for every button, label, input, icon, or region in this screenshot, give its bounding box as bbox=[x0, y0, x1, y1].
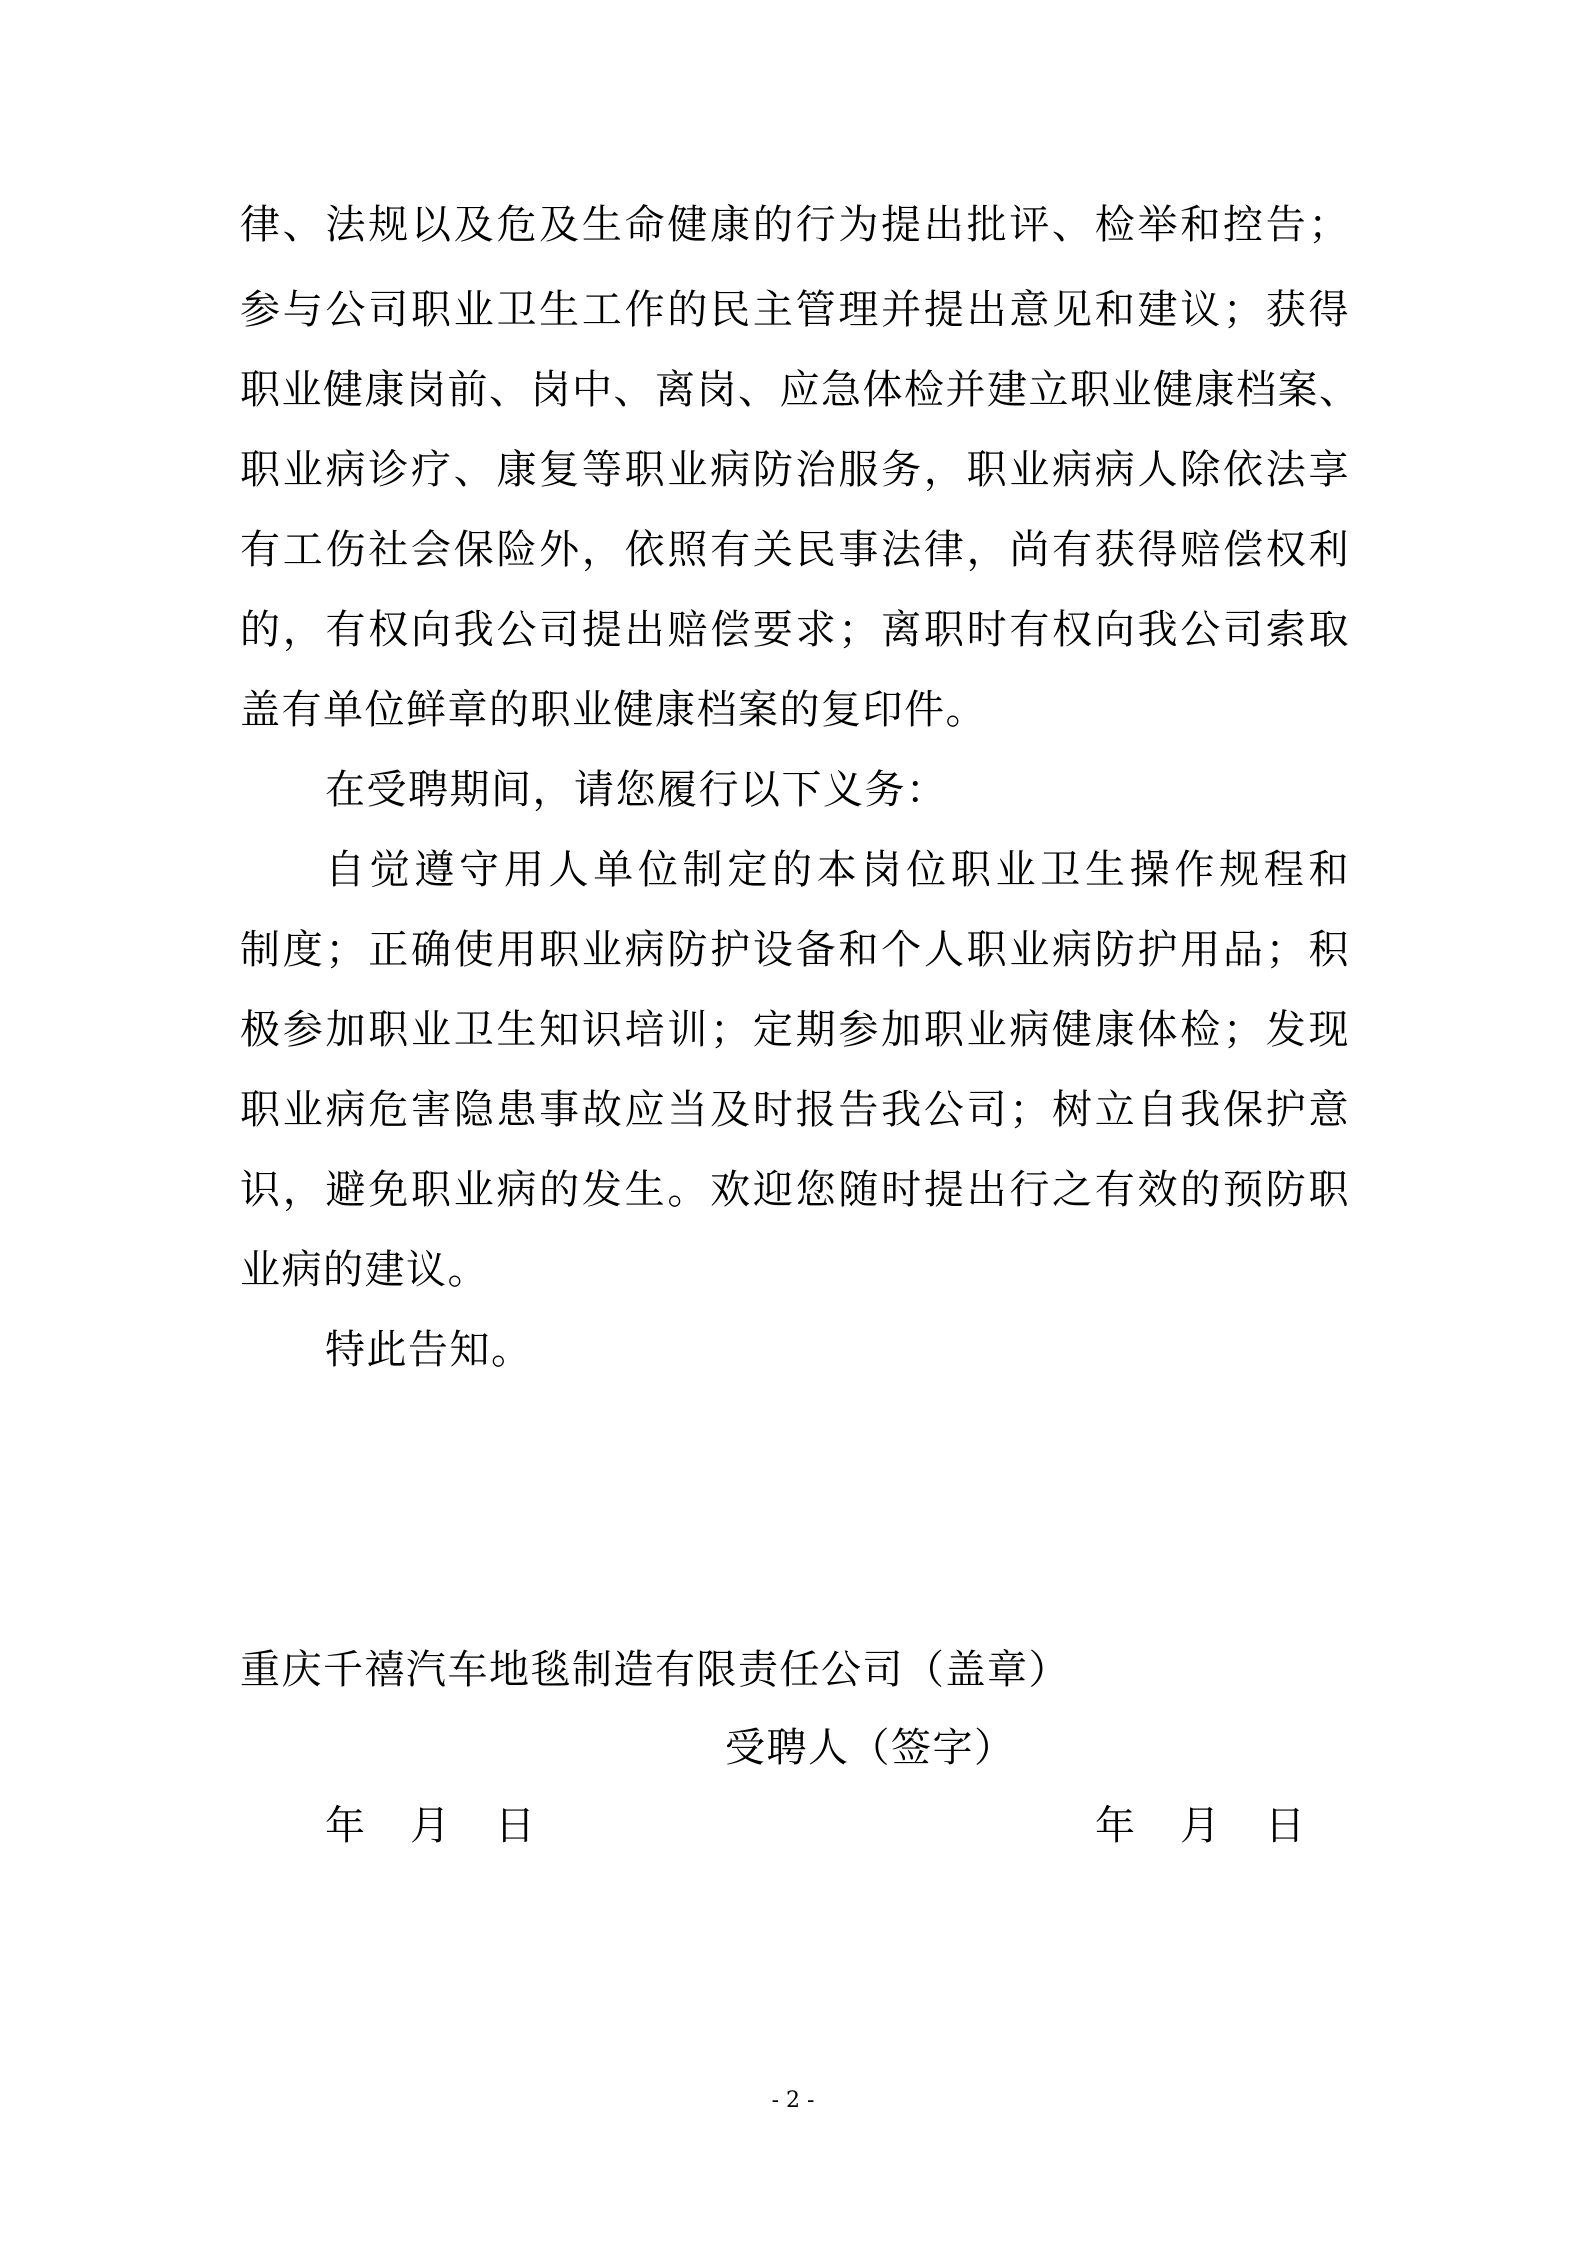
page-number: - 2 - bbox=[771, 2088, 815, 2113]
body-line-9: 自觉遵守用人单位制定的本岗位职业卫生操作规程和 bbox=[325, 847, 1350, 893]
body-line-6: 的，有权向我公司提出赔偿要求；离职时有权向我公司索取 bbox=[240, 607, 1350, 653]
employee-date-day: 日 bbox=[1265, 1803, 1305, 1849]
closing-notice: 特此告知。 bbox=[325, 1327, 533, 1373]
body-line-12: 职业病危害隐患事故应当及时报告我公司；树立自我保护意 bbox=[240, 1087, 1350, 1133]
company-signature: 重庆千禧汽车地毯制造有限责任公司（盖章） bbox=[240, 1647, 1070, 1693]
body-line-10: 制度；正确使用职业病防护设备和个人职业病防护用品；积 bbox=[240, 927, 1350, 973]
body-line-13: 识，避免职业病的发生。欢迎您随时提出行之有效的预防职 bbox=[240, 1167, 1350, 1213]
employee-signature: 受聘人（签字） bbox=[725, 1725, 1016, 1771]
body-line-3: 职业健康岗前、岗中、离岗、应急体检并建立职业健康档案、 bbox=[240, 367, 1361, 413]
company-date-year: 年 bbox=[325, 1803, 365, 1849]
body-line-11: 极参加职业卫生知识培训；定期参加职业病健康体检；发现 bbox=[240, 1007, 1350, 1053]
body-line-14: 业病的建议。 bbox=[240, 1247, 489, 1293]
body-line-7: 盖有单位鲜章的职业健康档案的复印件。 bbox=[240, 687, 987, 733]
body-line-4: 职业病诊疗、康复等职业病防治服务，职业病病人除依法享 bbox=[240, 447, 1350, 493]
company-date-day: 日 bbox=[495, 1803, 535, 1849]
company-date-month: 月 bbox=[410, 1803, 450, 1849]
body-line-5: 有工伤社会保险外，依照有关民事法律，尚有获得赔偿权利 bbox=[240, 527, 1350, 573]
body-line-1: 律、法规以及危及生命健康的行为提出批评、检举和控告； bbox=[240, 202, 1350, 248]
employee-date-year: 年 bbox=[1095, 1803, 1135, 1849]
company-date bbox=[325, 1796, 565, 1856]
body-line-2: 参与公司职业卫生工作的民主管理并提出意见和建议；获得 bbox=[240, 287, 1350, 333]
employee-date-month: 月 bbox=[1180, 1803, 1220, 1849]
duties-intro: 在受聘期间，请您履行以下义务： bbox=[325, 767, 948, 813]
employee-date bbox=[1095, 1796, 1335, 1856]
